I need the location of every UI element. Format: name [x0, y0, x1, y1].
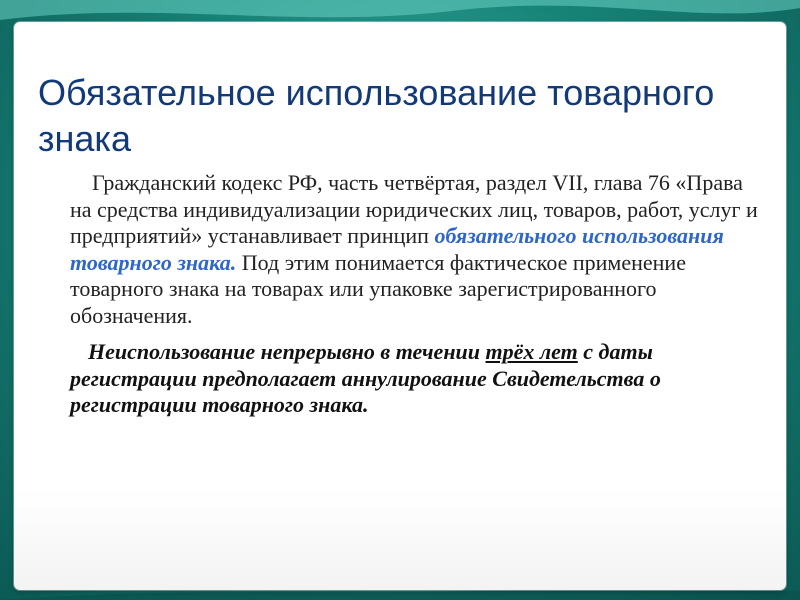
paragraph-civil-code-text: Гражданский кодекс РФ, часть четвёртая, раздел VII, глава 76 «Права на средства индивидуализации юридических лиц, товаров, работ, услуг и предприятий» устанавливает принцип	[70, 170, 758, 248]
underlined-three-years: трёх лет	[485, 339, 578, 364]
highlight-mandatory-use: обязательного использования товарного знака.	[70, 223, 724, 275]
paragraph-civil-code	[70, 170, 760, 329]
paragraph-non-use-tail: с даты регистрации предполагает аннулирование Свидетельства о регистрации товарного знака.	[70, 339, 661, 417]
slide-body	[70, 170, 760, 419]
slide-title: Обязательное использование товарного знака	[38, 72, 715, 159]
paragraph-non-use-text: Неиспользование непрерывно в течении	[88, 339, 486, 364]
paragraph-non-use	[70, 339, 760, 419]
paragraph-civil-code-tail: Под этим понимается фактическое применение товарного знака на товарах или упаковке зарегистрированного обозначения.	[70, 249, 686, 328]
